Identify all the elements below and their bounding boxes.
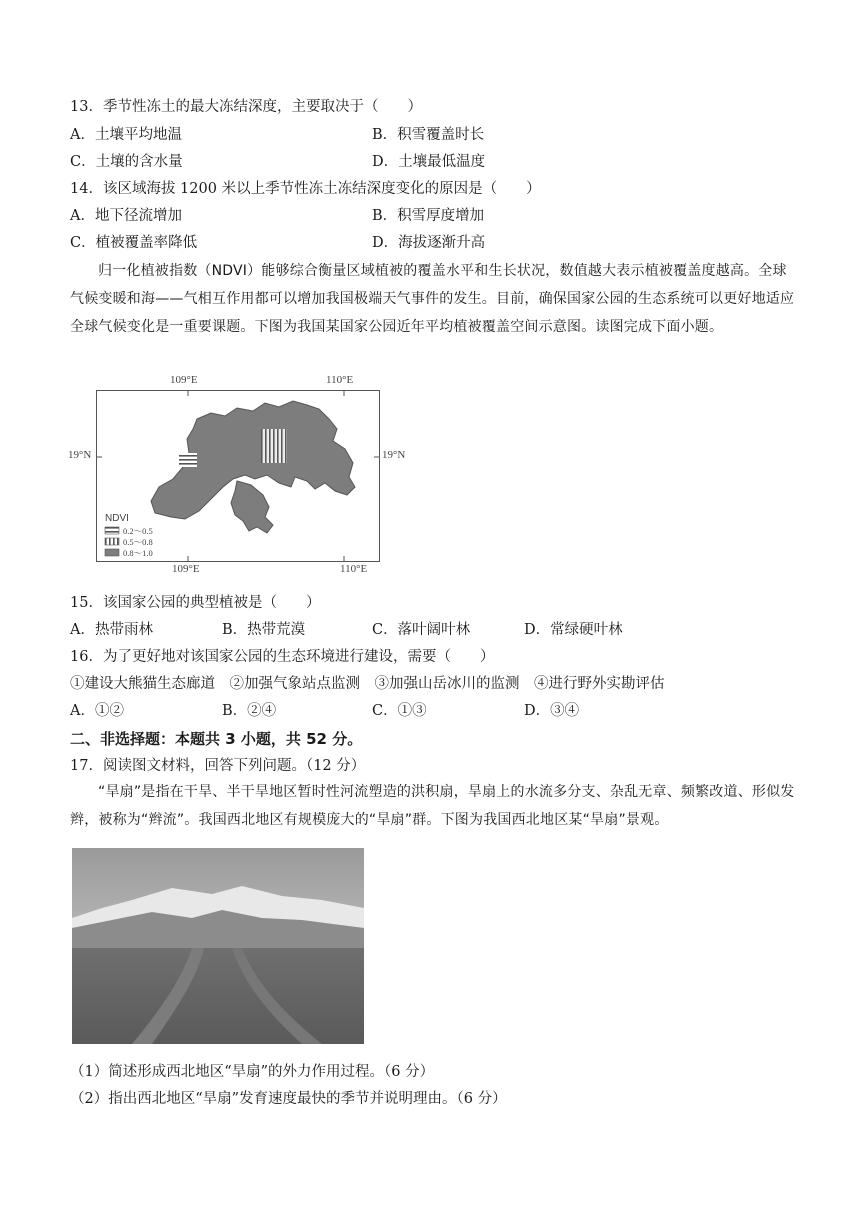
map-top-lon-right: 110°E — [326, 374, 354, 386]
ndvi-passage: 归一化植被指数（NDVI）能够综合衡量区域植被的覆盖水平和生长状况，数值越大表示植被覆盖度越高。全球气候变暖和海——气相互作用都可以增加我国极端天气事件的发生。目前，确保国家公园的生态系统可以更好地适应全球气候变化是一重要课题。下图为我国某国家公园近年平均植被覆盖空间示意图。读图完成下面小题。 — [70, 263, 795, 335]
q14-option-c: C．植被覆盖率降低 — [70, 235, 198, 251]
legend-label-low: 0.2～0.5 — [123, 526, 153, 536]
map-bottom-lon-right: 110°E — [340, 563, 368, 575]
q16-option-a: A．①② — [70, 703, 124, 719]
q17-stem: 17．阅读图文材料，回答下列问题。（12 分） — [70, 758, 366, 774]
legend-swatch-mid — [105, 538, 119, 545]
q15-option-d: D．常绿硬叶林 — [524, 622, 623, 638]
map-lat-right: 19°N — [382, 449, 406, 461]
q17-sub2: （2）指出西北地区“旱扇”发育速度最快的季节并说明理由。（6 分） — [70, 1091, 507, 1107]
q13-option-d: D．土壤最低温度 — [372, 154, 486, 170]
q14-option-d: D．海拔逐渐升高 — [372, 235, 486, 251]
q13-option-a: A．土壤平均地温 — [70, 127, 182, 143]
q13-stem: 13．季节性冻土的最大冻结深度，主要取决于（ ） — [70, 99, 422, 115]
q14-stem: 14．该区域海拔 1200 米以上季节性冻土冻结深度变化的原因是（ ） — [70, 181, 541, 197]
q16-option-b: B．②④ — [222, 703, 277, 719]
legend-title: NDVI — [105, 513, 129, 524]
alluvial-fan-photo — [72, 848, 364, 1044]
legend-label-high: 0.8～1.0 — [123, 548, 153, 558]
q13-option-b: B．积雪覆盖时长 — [372, 127, 485, 143]
q15-option-c: C．落叶阔叶林 — [372, 622, 471, 638]
q16-option-c: C．①③ — [372, 703, 427, 719]
legend-swatch-high — [105, 549, 119, 556]
map-lat-left: 19°N — [68, 449, 92, 461]
q15-option-a: A．热带雨林 — [70, 622, 153, 638]
legend-label-mid: 0.5～0.8 — [123, 537, 153, 547]
park-region-shape — [97, 391, 379, 561]
q16-stem: 16．为了更好地对该国家公园的生态环境进行建设，需要（ ） — [70, 649, 495, 665]
map-top-lon-left: 109°E — [170, 374, 198, 386]
map-bottom-lon-left: 109°E — [172, 563, 200, 575]
section-heading: 二、非选择题：本题共 3 小题，共 52 分。 — [70, 730, 363, 748]
q15-stem: 15．该国家公园的典型植被是（ ） — [70, 595, 321, 611]
q13-option-c: C．土壤的含水量 — [70, 154, 183, 170]
q16-option-d: D．③④ — [524, 703, 580, 719]
q15-option-b: B．热带荒漠 — [222, 622, 306, 638]
q14-option-a: A．地下径流增加 — [70, 208, 182, 224]
q16-statements: ①建设大熊猫生态廊道 ②加强气象站点监测 ③加强山岳冰川的监测 ④进行野外实勘评估 — [70, 676, 665, 692]
q14-option-b: B．积雪厚度增加 — [372, 208, 485, 224]
q17-sub1: （1）简述形成西北地区“旱扇”的外力作用过程。（6 分） — [70, 1064, 435, 1080]
q17-passage: “旱扇”是指在干旱、半干旱地区暂时性河流塑造的洪积扇，旱扇上的水流多分支、杂乱无章、频繁改道、形似发辫，被称为“辫流”。我国西北地区有规模庞大的“旱扇”群。下图为我国西北地区某“旱扇”景观。 — [70, 784, 795, 828]
ndvi-map — [96, 390, 380, 562]
legend-swatch-low — [105, 527, 119, 534]
